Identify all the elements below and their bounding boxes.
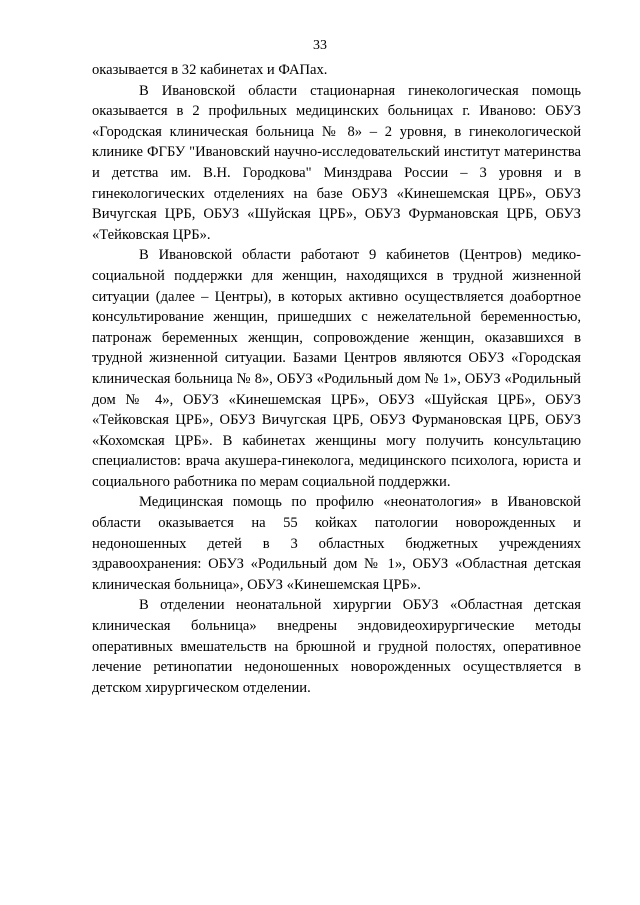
- page-number: 33: [313, 38, 327, 53]
- document-body: [92, 60, 581, 698]
- paragraph-neonatal-surgery: В отделении неонатальной хирургии ОБУЗ «Областная детская клиническая больница» внедрены эндовидеохирургические методы оперативных вмешательств на брюшной и грудной полостях, оперативное лечение ретинопатии недоношенных новорожденных осуществляется в детском хирургическом отделении.: [92, 597, 581, 696]
- paragraph-gynecology-care: В Ивановской области стационарная гинекологическая помощь оказывается в 2 профильных медицинских больницах г. Иваново: ОБУЗ «Городская клиническая больница № 8» – 2 уровня, в гинекологической клинике ФГБУ "Ивановский научно-исследовательский институт материнства и детства им. В.Н. Городкова" Минздрава России – 3 уровня и в гинекологических отделениях на базе ОБУЗ «Кинешемская ЦРБ», ОБУЗ Вичугская ЦРБ, ОБУЗ «Шуйская ЦРБ», ОБУЗ Фурмановская ЦРБ, ОБУЗ «Тейковская ЦРБ».: [92, 82, 581, 243]
- paragraph-continuation: оказывается в 32 кабинетах и ФАПах.: [92, 62, 328, 78]
- paragraph-support-centers: В Ивановской области работают 9 кабинетов (Центров) медико-социальной поддержки для женщин, находящихся в трудной жизненной ситуации (далее – Центры), в которых активно осуществляется доабортное консультирование женщин, пришедших с нежелательной беременностью, патронаж беременных женщин, сопровождение женщин, оказавшихся в трудной жизненной ситуации. Базами Центров являются ОБУЗ «Городская клиническая больница № 8», ОБУЗ «Родильный дом № 1», ОБУЗ «Родильный дом № 4», ОБУЗ «Кинешемская ЦРБ», ОБУЗ «Шуйская ЦРБ», ОБУЗ «Тейковская ЦРБ», ОБУЗ Вичугская ЦРБ, ОБУЗ Фурмановская ЦРБ, ОБУЗ «Кохомская ЦРБ». В кабинетах женщины могу получить консультацию специалистов: врача акушера-гинеколога, медицинского психолога, юриста и социального работника по мерам социальной поддержки.: [92, 247, 581, 490]
- paragraph-neonatology: Медицинская помощь по профилю «неонатология» в Ивановской области оказывается на 55 койках патологии новорожденных и недоношенных детей в 3 областных бюджетных учреждениях здравоохранения: ОБУЗ «Родильный дом № 1», ОБУЗ «Областная детская клиническая больница», ОБУЗ «Кинешемская ЦРБ».: [92, 494, 581, 593]
